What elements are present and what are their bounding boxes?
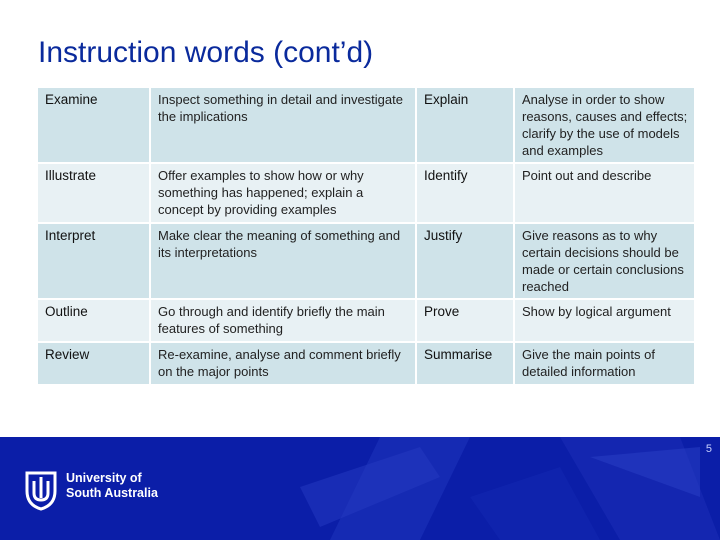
definition-cell: Re-examine, analyse and comment briefly on the major points [150,342,416,385]
instruction-words-table [36,86,694,386]
definition-cell: Analyse in order to show reasons, causes and effects; clarify by the use of models and examples [514,87,695,163]
term-cell: Interpret [37,223,150,299]
term-cell: Examine [37,87,150,163]
table-row [37,299,695,342]
definition-cell: Go through and identify briefly the main features of something [150,299,416,342]
definition-cell: Show by logical argument [514,299,695,342]
table-row [37,163,695,223]
definition-cell: Make clear the meaning of something and its interpretations [150,223,416,299]
slide-title: Instruction words (cont’d) [38,36,374,69]
definition-cell: Offer examples to show how or why something has happened; explain a concept by providing examples [150,163,416,223]
definition-cell: Inspect something in detail and investigate the implications [150,87,416,163]
table-row [37,342,695,385]
university-name-line1: University of [66,471,142,485]
term-cell: Review [37,342,150,385]
term-cell: Outline [37,299,150,342]
term-cell: Identify [416,163,514,223]
term-cell: Illustrate [37,163,150,223]
term-cell: Summarise [416,342,514,385]
term-cell: Explain [416,87,514,163]
university-name-line2: South Australia [66,486,158,500]
footer-banner [0,437,720,540]
term-cell: Prove [416,299,514,342]
definition-cell: Point out and describe [514,163,695,223]
university-name [66,471,158,501]
table-row [37,223,695,299]
definition-cell: Give reasons as to why certain decisions should be made or certain conclusions reached [514,223,695,299]
unisa-logo-icon [24,471,58,511]
definition-cell: Give the main points of detailed information [514,342,695,385]
term-cell: Justify [416,223,514,299]
page-number: 5 [705,443,712,455]
table-row [37,87,695,163]
